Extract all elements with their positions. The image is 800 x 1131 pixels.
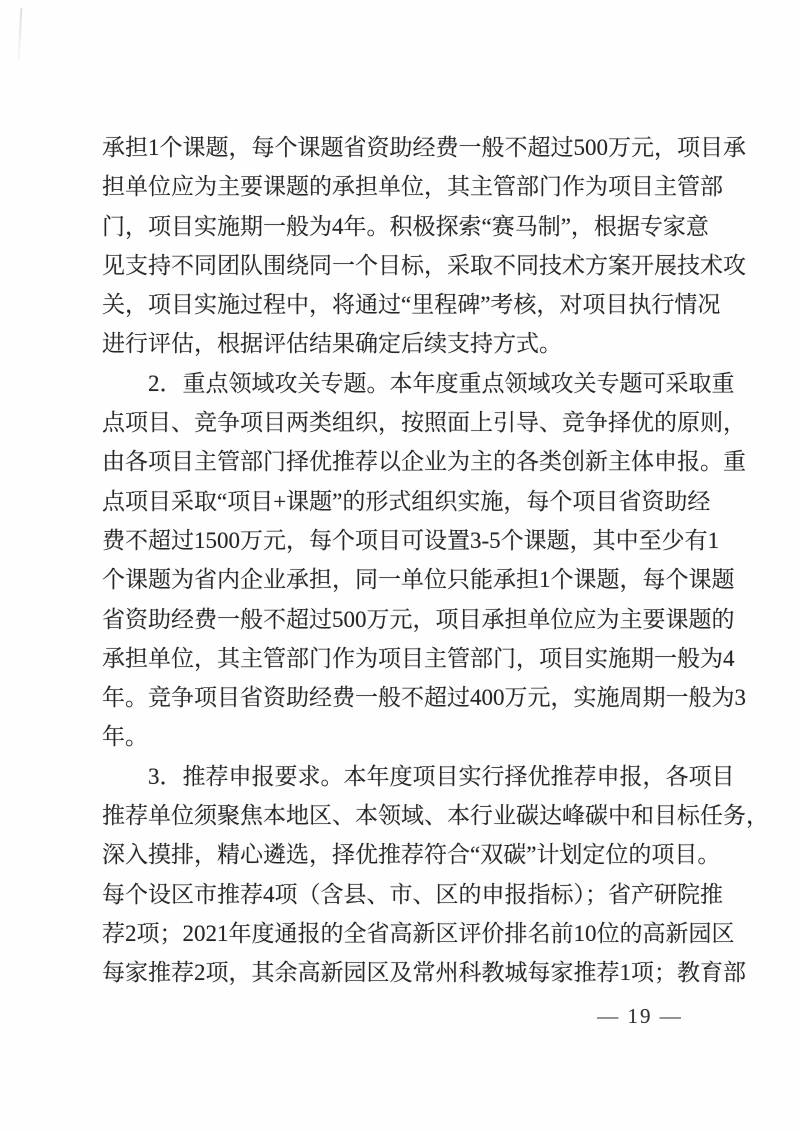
- text-line: 荐2项；2021年度通报的全省高新区评价排名前10位的高新园区: [102, 920, 735, 946]
- text-line: 由各项目主管部门择优推荐以企业为主的各类创新主体申报。重: [102, 449, 746, 475]
- text-line: 门，项目实施期一般为4年。积极探索“赛马制”，根据专家意: [102, 213, 709, 239]
- text-line: 个课题为省内企业承担，同一单位只能承担1个课题，每个课题: [102, 567, 735, 593]
- text-line: 每家推荐2项，其余高新园区及常州科教城每家推荐1项；教育部: [102, 960, 746, 986]
- text-line: 承担1个课题，每个课题省资助经费一般不超过500万元，项目承: [102, 135, 746, 160]
- text-line: 见支持不同团队围绕同一个目标，采取不同技术方案开展技术攻: [102, 252, 746, 278]
- page-number: — 19 —: [597, 1004, 683, 1028]
- text-line: 点项目采取“项目+课题”的形式组织实施，每个项目省资助经: [102, 488, 711, 514]
- text-line: 3．推荐申报要求。本年度项目实行择优推荐申报，各项目: [148, 763, 735, 789]
- text-line: 关，项目实施过程中，将通过“里程碑”考核，对项目执行情况: [102, 292, 721, 318]
- text-line: 每个设区市推荐4项（含县、市、区的申报指标）；省产研院推: [102, 881, 723, 907]
- text-line: 点项目、竞争项目两类组织，按照面上引导、竞争择优的原则，: [102, 410, 746, 436]
- text-line: 省资助经费一般不超过500万元，项目承担单位应为主要课题的: [102, 606, 735, 632]
- text-line: 承担单位，其主管部门作为项目主管部门，项目实施期一般为4: [102, 645, 735, 671]
- scan-artifact: [18, 8, 23, 60]
- text-line: 推荐单位须聚焦本地区、本领域、本行业碳达峰碳中和目标任务，: [102, 803, 769, 829]
- text-line: 进行评估，根据评估结果确定后续支持方式。: [102, 331, 562, 357]
- text-line: 年。: [102, 724, 148, 750]
- text-line: 2．重点领域攻关专题。本年度重点领域攻关专题可采取重: [148, 370, 735, 396]
- text-line: 费不超过1500万元，每个项目可设置3-5个课题，其中至少有1: [102, 527, 720, 553]
- document-body: [102, 128, 769, 993]
- text-line: 年。竞争项目省资助经费一般不超过400万元，实施周期一般为3: [102, 685, 746, 711]
- text-line: 深入摸排，精心遴选，择优推荐符合“双碳”计划定位的项目。: [102, 842, 721, 868]
- text-line: 担单位应为主要课题的承担单位，其主管部门作为项目主管部: [102, 174, 723, 200]
